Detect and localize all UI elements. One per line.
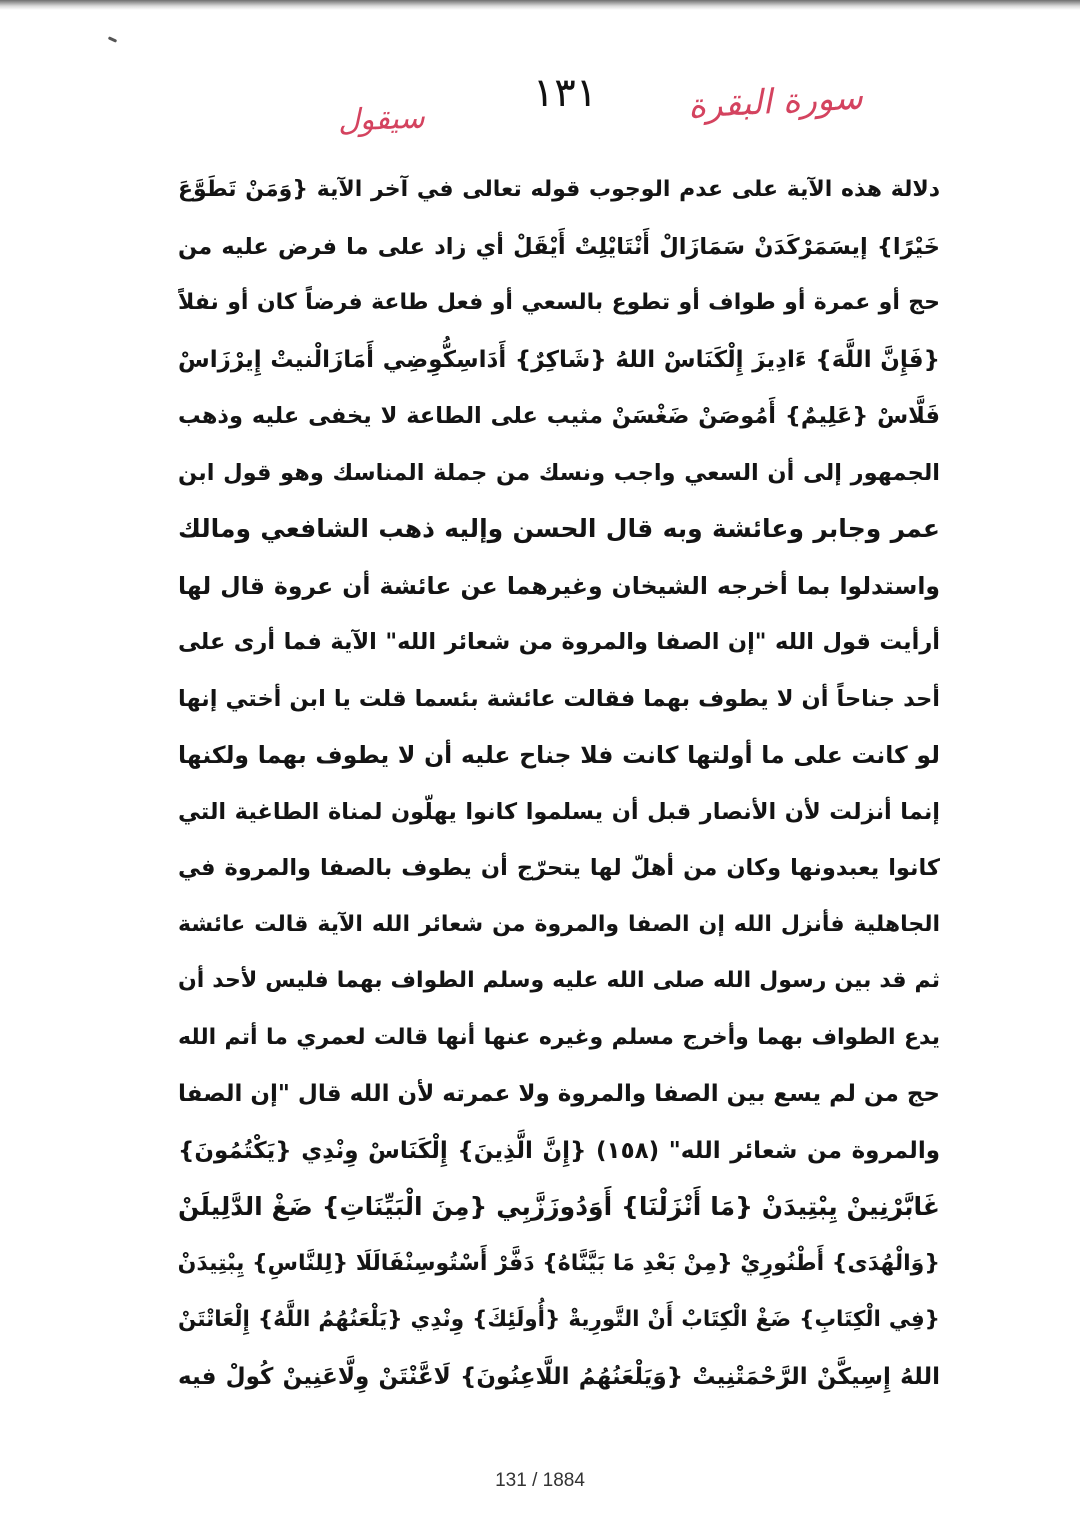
text-line: غَابَّرْنِينْ يِبْتِيدَنْ {مَا أَنْزَلْنَا} أَوَدُوزَزَّبِي {مِنَ الْبَيِّنَاتِ} ضَغْ الدَّلِيلَنْ	[178, 1192, 940, 1221]
text-line: {فِي الْكِتَابِ} ضَغْ الْكِتَابْ أَنْ التَّورِيةْ {أُولَئِكَ} وِنْدِي {يَلْعَنُهُمُ اللَّهُ} إِلْعَاتْتَنْ	[178, 1307, 940, 1332]
text-line: دلالة هذه الآية على عدم الوجوب قوله تعالى في آخر الآية {وَمَنْ تَطَوَّعَ	[178, 177, 940, 202]
text-line: فَلَّاسْ {عَلِيمٌ} أَمُوصَنْ ضَغْسَنْ مثيب على الطاعة لا يخفى عليه وذهب	[178, 403, 940, 429]
text-line: أحد جناحاً أن لا يطوف بهما فقالت عائشة بئسما قلت يا ابن أختي إنها	[178, 685, 940, 712]
text-line: حج أو عمرة أو طواف أو تطوع بالسعي أو فعل طاعة فرضاً كان أو نفلاً	[178, 290, 940, 315]
text-line: إنما أنزلت لأن الأنصار قبل أن يسلموا كانوا يهلّون لمناة الطاغية التي	[178, 798, 940, 825]
handwritten-part-note: سيقول	[337, 100, 426, 139]
text-line: عمر وجابر وعائشة وبه قال الحسن وإليه ذهب الشافعي ومالك	[178, 514, 940, 543]
text-line: اللهُ إِسِيكَّنْ الرَّحْمَتْنِيتْ {وَيَلْعَنُهُمُ اللَّاعِنُونَ} لَاعَّنْتَنْ وِلَّاعَنِينْ كُولْ فيه	[178, 1363, 940, 1390]
handwritten-surah-note: سورة البقرة	[687, 77, 864, 127]
text-line: {فَإِنَّ اللَّهَ} ءَادِيزَ إِلْكَنَاسْ اللهُ {شَاكِرٌ} أَدَاسِكُّوِضِي أَمَازَالْنيتْ إِيرْزَاسْ	[178, 346, 940, 373]
page-body-text	[178, 162, 940, 1405]
text-line: يدع الطواف بهما وأخرج مسلم وغيره عنها أنها قالت لعمري ما أتم الله	[178, 1024, 940, 1050]
text-line: ثم قد بين رسول الله صلى الله عليه وسلم الطواف بهما فليس لأحد أن	[178, 968, 940, 993]
text-line: خَيْرًا} إيسَمَرْكَدَنْ سَمَازَالْ أَنْتَايْلِتْ أَيْقَلْ أي زاد على ما فرض عليه من	[178, 233, 940, 260]
text-line: الجاهلية فأنزل الله إن الصفا والمروة من شعائر الله الآية قالت عائشة	[178, 911, 940, 937]
pagination-indicator: 131 / 1884	[495, 1470, 585, 1491]
text-line: واستدلوا بما أخرجه الشيخان وغيرهما عن عائشة أن عروة قال لها	[178, 571, 940, 600]
text-line: حج من لم يسع بين الصفا والمروة ولا عمرته لأن الله قال "إن الصفا	[178, 1081, 940, 1107]
text-line: كانوا يعبدونها وكان من أهلّ لها يتحرّج أن يطوف بالصفا والمروة في	[178, 855, 940, 881]
text-line: {وَالْهُدَى} أَطْنُورِيْ {مِنْ بَعْدِ مَا بَيَّنَّاهُ} دَفَّرْ أَسْتُوسِنْفَالَلَا {لِلنَّاسِ} يِبْتِيدَنْ	[178, 1250, 940, 1276]
page-number: ١٣١	[532, 70, 598, 116]
text-line: أرأيت قول الله "إن الصفا والمروة من شعائر الله" الآية فما أرى على	[178, 629, 940, 655]
scan-speck	[108, 36, 117, 43]
text-line: الجمهور إلى أن السعي واجب ونسك من جملة المناسك وهو قول ابن	[178, 459, 940, 486]
scan-border	[0, 0, 1080, 10]
text-line: لو كانت على ما أولتها كانت فلا جناح عليه أن لا يطوف بهما ولكنها	[178, 741, 940, 769]
text-line: والمروة من شعائر الله" (١٥٨) {إِنَّ الَّذِينَ} إِلْكَنَاسْ وِنْدِي {يَكْتُمُونَ}	[178, 1137, 940, 1164]
